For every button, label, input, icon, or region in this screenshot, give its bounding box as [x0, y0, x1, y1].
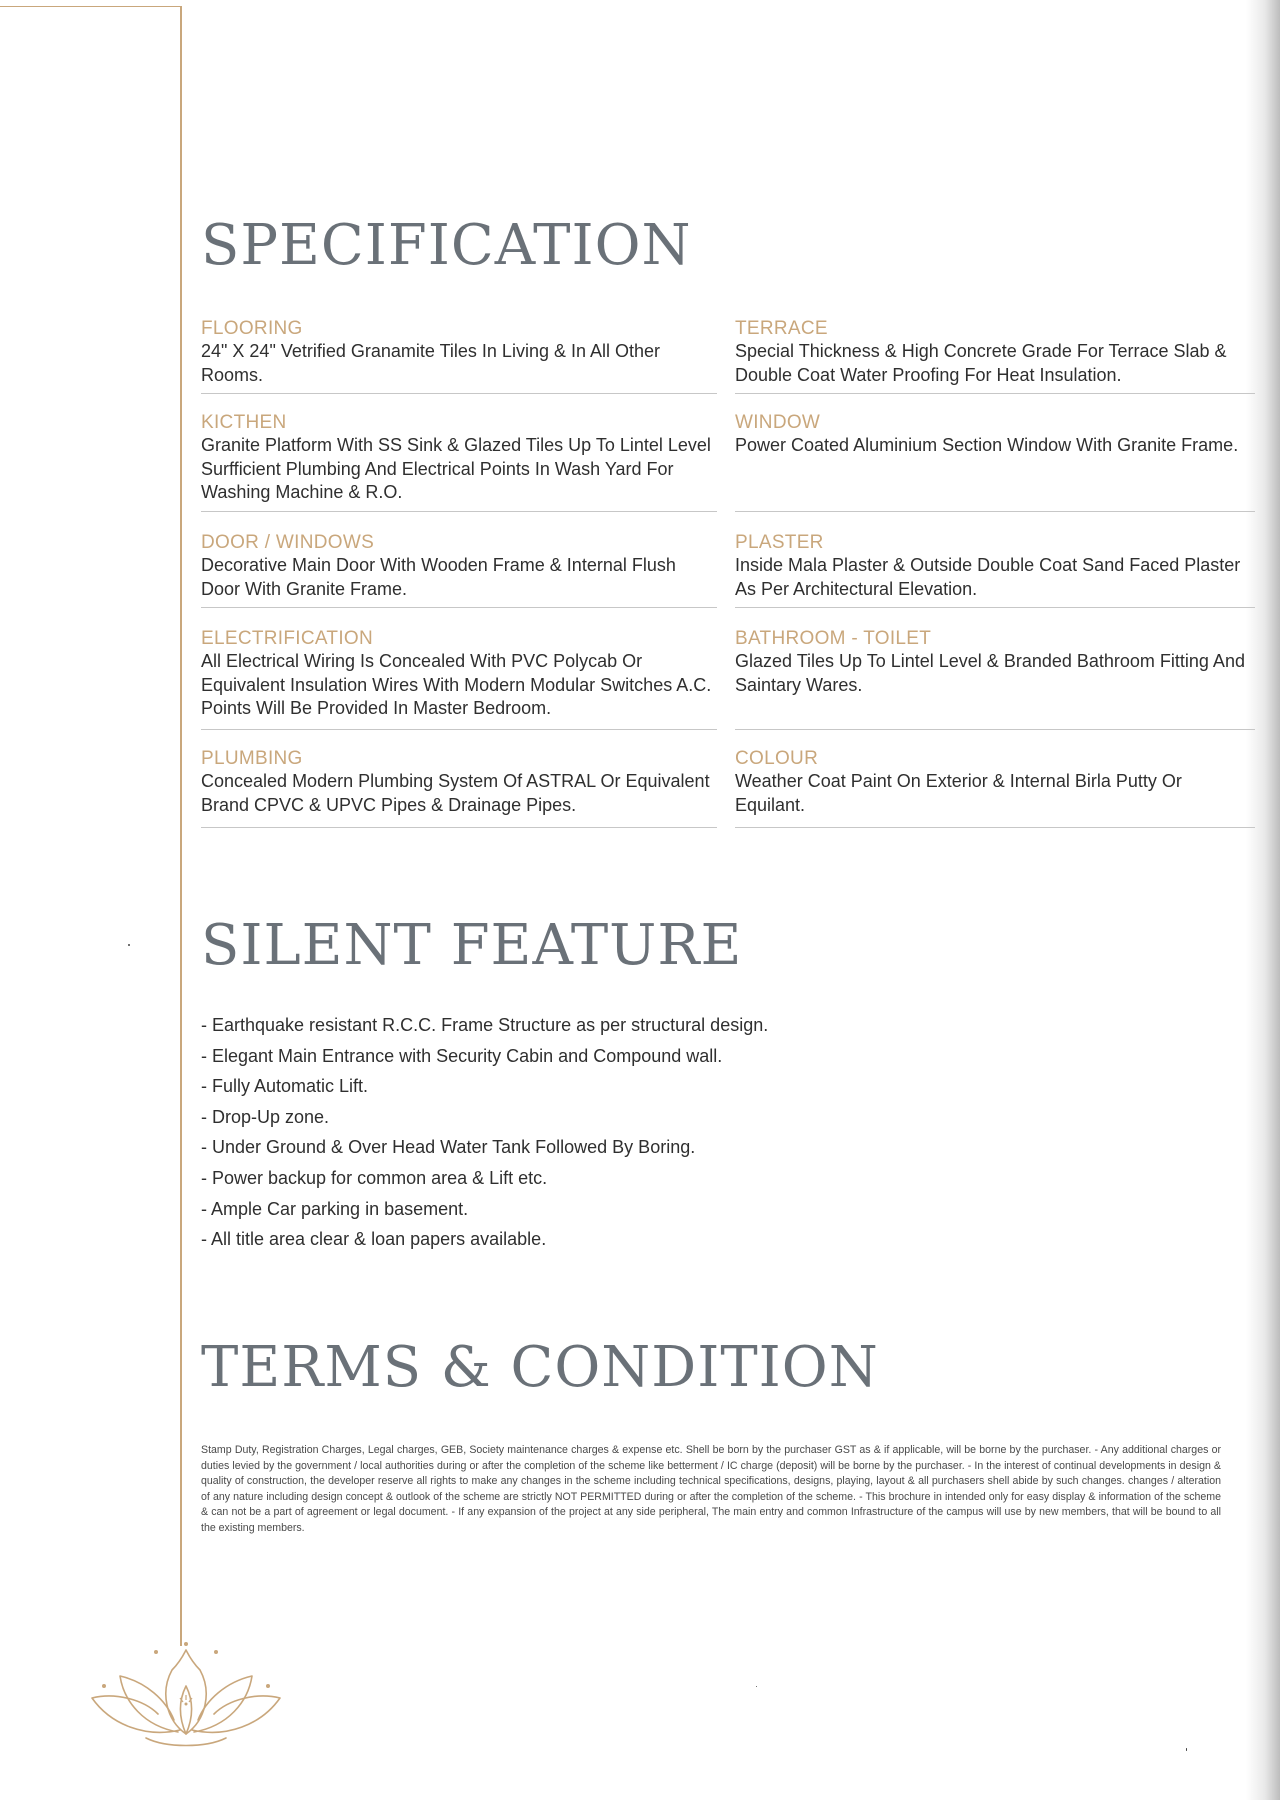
scan-speck: [1186, 1748, 1187, 1751]
list-item: - Ample Car parking in basement.: [201, 1198, 469, 1219]
spec-label: BATHROOM - TOILET: [735, 628, 932, 649]
scan-speck: [128, 944, 130, 946]
spec-label: WINDOW: [735, 412, 821, 433]
spec-item-terrace: [735, 318, 1255, 394]
spec-item-door-windows: [201, 532, 717, 608]
spec-text: Granite Platform With SS Sink & Glazed Tiles Up To Lintel Level Surfficient Plumbing And Electrical Points In Wash Yard For Washing Machine & R.O.: [201, 435, 711, 502]
silent-feature-list: [201, 1010, 768, 1255]
spec-text: Concealed Modern Plumbing System Of ASTRAL Or Equivalent Brand CPVC & UPVC Pipes & Drainage Pipes.: [201, 771, 710, 815]
spec-item-flooring: [201, 318, 717, 394]
list-item: - Under Ground & Over Head Water Tank Followed By Boring.: [201, 1137, 696, 1158]
list-item: - Power backup for common area & Lift etc.: [201, 1167, 548, 1188]
spec-label: KICTHEN: [201, 412, 287, 433]
spec-label: FLOORING: [201, 318, 303, 339]
spec-item-window: [735, 412, 1255, 512]
spec-item-colour: [735, 748, 1255, 828]
spec-item-plaster: [735, 532, 1255, 608]
spec-label: PLASTER: [735, 532, 824, 553]
silent-feature-title: SILENT FEATURE: [201, 913, 743, 978]
spec-text: All Electrical Wiring Is Concealed With PVC Polycab Or Equivalent Insulation Wires With Modern Modular Switches A.C. Points Will Be Provided In Master Bedroom.: [201, 651, 712, 718]
spec-label: COLOUR: [735, 748, 819, 769]
spec-text: Inside Mala Plaster & Outside Double Coat Sand Faced Plaster As Per Architectural Elevation.: [735, 555, 1241, 599]
list-item: - All title area clear & loan papers available.: [201, 1229, 547, 1250]
spec-item-kitchen: [201, 412, 717, 512]
top-decorative-rule: [0, 6, 182, 7]
spec-item-electrification: [201, 628, 717, 730]
page-edge-shadow: [1246, 0, 1280, 1800]
lotus-ornament-icon: [86, 1640, 286, 1760]
spec-label: ELECTRIFICATION: [201, 628, 373, 649]
spec-text: 24" X 24" Vetrified Granamite Tiles In Living & In All Other Rooms.: [201, 341, 661, 385]
spec-text: Power Coated Aluminium Section Window With Granite Frame.: [735, 435, 1239, 455]
spec-text: Weather Coat Paint On Exterior & Internal Birla Putty Or Equilant.: [735, 771, 1182, 815]
spec-text: Decorative Main Door With Wooden Frame & Internal Flush Door With Granite Frame.: [201, 555, 676, 599]
spec-text: Special Thickness & High Concrete Grade For Terrace Slab & Double Coat Water Proofing For Heat Insulation.: [735, 341, 1227, 385]
scan-speck: [756, 1686, 757, 1687]
spec-item-bathroom-toilet: [735, 628, 1255, 730]
terms-paragraph: Stamp Duty, Registration Charges, Legal charges, GEB, Society maintenance charges & expense etc. Shell be born by the purchaser GST as & if applicable, will be borne by the purchaser. - Any additional charges or duties levied by the government / local authorities during or after the completion of the scheme like betterment / IC charge (deposit) will be borne by the purchaser. - In the interest of continual developments in design & quality of construction, the developer reserve all rights to make any changes in the scheme including technical specifications, designs, playing, layout & all purchasers shell abide by such changes. changes / alteration of any nature including design concept & outlook of the scheme are strictly NOT PERMITTED during or after the completion of the scheme. - This brochure in intended only for easy display & information of the scheme & can not be a part of agreement or legal document. - If any expansion of the project at any side peripheral, The main entry and common Infrastructure of the campus will use by new members, that will be bound to all the existing members.: [201, 1444, 1221, 1534]
list-item: - Fully Automatic Lift.: [201, 1076, 369, 1097]
spec-label: PLUMBING: [201, 748, 303, 769]
specification-title: SPECIFICATION: [201, 213, 692, 278]
spec-label: DOOR / WINDOWS: [201, 532, 375, 553]
list-item: - Earthquake resistant R.C.C. Frame Structure as per structural design.: [201, 1015, 769, 1035]
terms-title: TERMS & CONDITION: [201, 1335, 879, 1400]
spec-item-plumbing: [201, 748, 717, 828]
spec-text: Glazed Tiles Up To Lintel Level & Branded Bathroom Fitting And Saintary Wares.: [735, 651, 1245, 695]
list-item: - Elegant Main Entrance with Security Cabin and Compound wall.: [201, 1045, 723, 1066]
spec-label: TERRACE: [735, 318, 828, 339]
vertical-decorative-line: [180, 6, 182, 1646]
list-item: - Drop-Up zone.: [201, 1106, 330, 1127]
